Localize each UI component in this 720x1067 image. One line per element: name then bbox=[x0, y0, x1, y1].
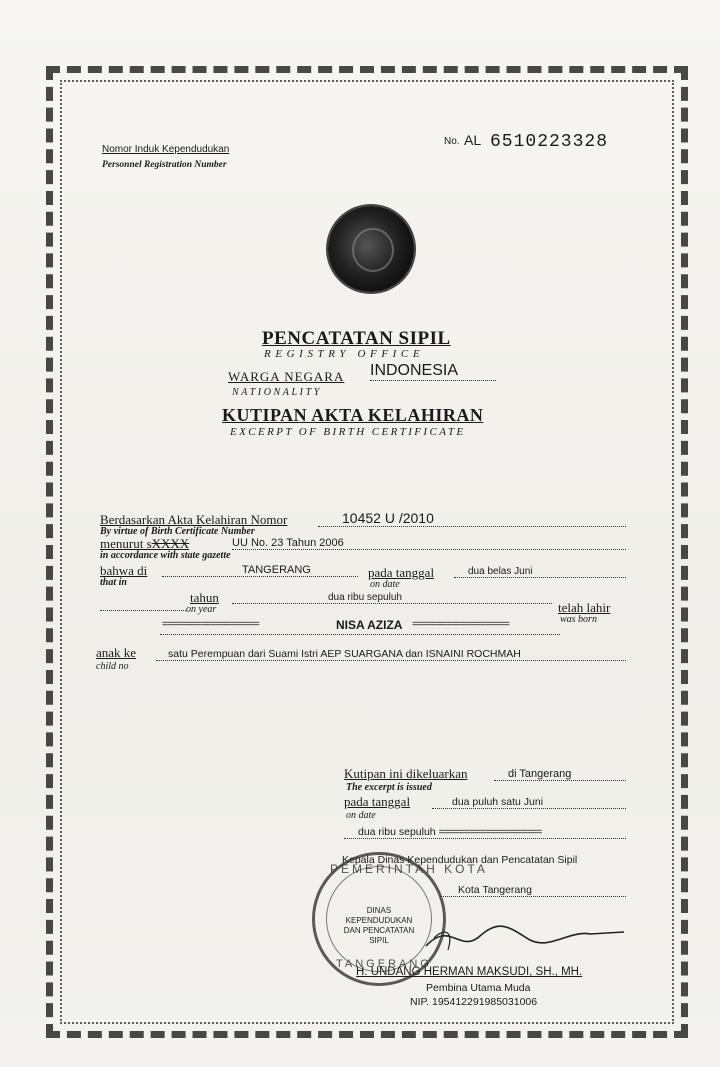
nationality-label-en: NATIONALITY bbox=[232, 387, 322, 398]
issuing-city: Kota Tangerang bbox=[440, 884, 626, 897]
nik-label: Nomor Induk Kependudukan bbox=[102, 144, 230, 155]
issued-label-en: The excerpt is issued bbox=[346, 782, 432, 793]
born-label: telah lahir bbox=[558, 600, 611, 615]
certificate-number: 10452 U /2010 bbox=[318, 510, 626, 527]
according-label-en: in accordance with state gazette bbox=[100, 550, 231, 561]
stamp-center-text: DINAS KEPENDUDUKAN DAN PENCATATAN SIPIL bbox=[343, 906, 415, 945]
issued-year-fill: ==================== bbox=[438, 826, 542, 838]
basis-label-en: By virtue of Birth Certificate Number bbox=[100, 526, 255, 537]
birth-year: dua ribu sepuluh bbox=[232, 592, 552, 604]
issued-label: Kutipan ini dikeluarkan bbox=[344, 766, 468, 781]
nationality-value: INDONESIA bbox=[370, 362, 496, 381]
issued-year-row bbox=[344, 826, 626, 839]
document-title-en: EXCERPT OF BIRTH CERTIFICATE bbox=[230, 426, 466, 438]
garuda-emblem-icon bbox=[328, 206, 414, 292]
year-label: tahun bbox=[190, 590, 219, 605]
stamp-bottom-text: TANGERANG bbox=[336, 958, 432, 970]
official-rank: Pembina Utama Muda bbox=[426, 982, 531, 994]
issued-place: di Tangerang bbox=[494, 768, 626, 781]
nationality-label: WARGA NEGARA bbox=[228, 369, 345, 384]
date-label: pada tanggal bbox=[368, 565, 435, 580]
child-order-label: anak ke bbox=[96, 645, 137, 660]
according-label: menurut s bbox=[100, 536, 152, 551]
official-name: H. UNDANG HERMAN MAKSUDI, SH., MH. bbox=[356, 966, 583, 978]
registry-office-title-en: REGISTRY OFFICE bbox=[264, 348, 425, 360]
serial-series: AL bbox=[464, 132, 482, 148]
nik-label-en: Personnel Registration Number bbox=[102, 160, 227, 170]
place-label: bahwa di bbox=[100, 563, 148, 578]
name-underline bbox=[160, 634, 560, 635]
year-label-en: on year bbox=[186, 604, 217, 615]
birth-date: dua belas Juni bbox=[454, 566, 626, 578]
date-label-en: on date bbox=[370, 579, 400, 590]
serial-no-prefix: No. bbox=[444, 136, 460, 147]
issued-date-label: pada tanggal bbox=[344, 794, 411, 809]
child-name: NISA AZIZA bbox=[336, 618, 403, 632]
law-reference: UU No. 23 Tahun 2006 bbox=[232, 537, 626, 550]
official-title: Kepala Dinas Kependudukan dan Pencatatan Sipil bbox=[342, 854, 578, 866]
born-label-en: was born bbox=[560, 614, 597, 625]
name-fill-left: ==================== bbox=[162, 619, 259, 630]
document-title: KUTIPAN AKTA KELAHIRAN bbox=[222, 405, 484, 425]
issued-year: dua ribu sepuluh bbox=[358, 826, 436, 838]
issued-date-label-en: on date bbox=[346, 810, 376, 821]
official-nip: NIP. 195412291985031006 bbox=[410, 996, 538, 1008]
serial-number: 6510223328 bbox=[490, 132, 609, 152]
year-leading-dots bbox=[100, 596, 186, 611]
official-signature-icon bbox=[420, 910, 630, 960]
name-fill-right: ==================== bbox=[412, 619, 509, 630]
issued-date: dua puluh satu Juni bbox=[432, 796, 626, 809]
place-label-en: that in bbox=[100, 577, 127, 588]
according-struck-text: XXXX bbox=[151, 536, 190, 551]
child-order-label-en: child no bbox=[96, 661, 129, 672]
stamp-top-text: PEMERINTAH KOTA bbox=[330, 862, 488, 876]
basis-label: Berdasarkan Akta Kelahiran Nomor bbox=[100, 512, 288, 527]
registry-office-title: PENCATATAN SIPIL bbox=[262, 328, 451, 349]
child-parent-detail: satu Perempuan dari Suami Istri AEP SUARGANA dan ISNAINI ROCHMAH bbox=[156, 648, 626, 661]
birth-place: TANGERANG bbox=[162, 564, 358, 577]
